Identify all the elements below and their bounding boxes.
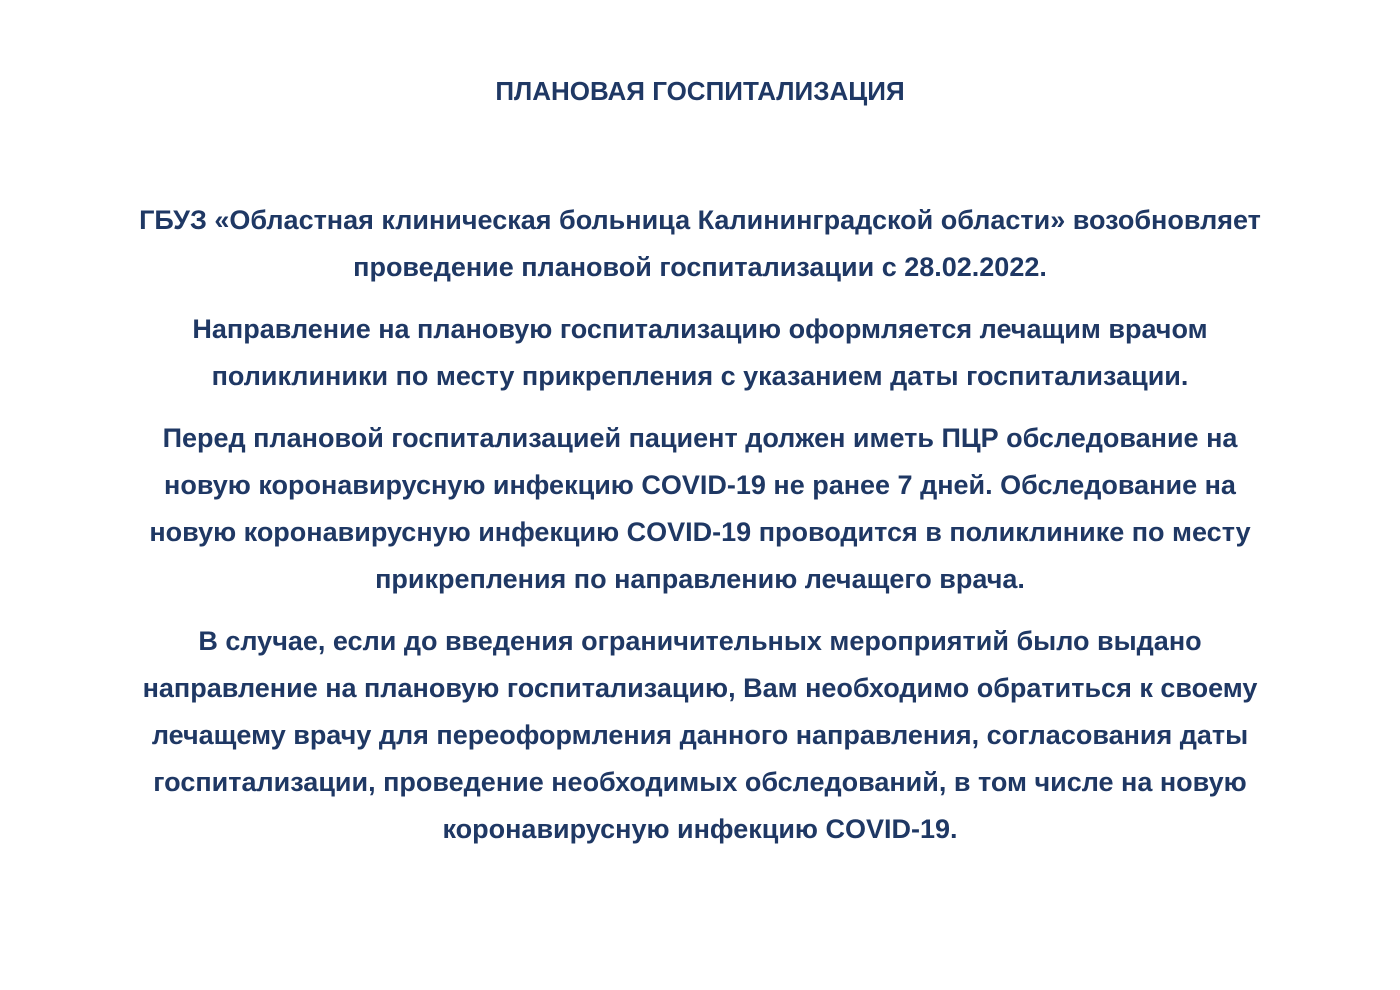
paragraph-resumption: [0, 197, 1400, 291]
text-line: госпитализации, проведение необходимых обследований, в том числе на новую: [153, 767, 1247, 797]
text-line: Направление на плановую госпитализацию оформляется лечащим врачом: [192, 314, 1208, 344]
document-title: ПЛАНОВАЯ ГОСПИТАЛИЗАЦИЯ: [495, 76, 905, 106]
document-body: [0, 197, 1400, 868]
text-line: прикрепления по направлению лечащего врача.: [375, 564, 1025, 594]
text-line: направление на плановую госпитализацию, Вам необходимо обратиться к своему: [142, 673, 1258, 703]
text-line: лечащему врачу для переоформления данного направления, согласования даты: [151, 720, 1249, 750]
paragraph-referral: [0, 306, 1400, 400]
paragraph-reissue: [0, 618, 1400, 853]
text-line: поликлиники по месту прикрепления с указанием даты госпитализации.: [211, 361, 1189, 391]
text-line: новую коронавирусную инфекцию COVID-19 проводится в поликлинике по месту: [149, 517, 1251, 547]
text-line: проведение плановой госпитализации с 28.02.2022.: [353, 252, 1047, 282]
text-line: Перед плановой госпитализацией пациент должен иметь ПЦР обследование на: [162, 423, 1238, 453]
paragraph-pcr-test: [0, 415, 1400, 603]
text-line: В случае, если до введения ограничительных мероприятий было выдано: [198, 626, 1202, 656]
text-line: коронавирусную инфекцию COVID-19.: [442, 814, 958, 844]
text-line: новую коронавирусную инфекцию COVID-19 не ранее 7 дней. Обследование на: [164, 470, 1236, 500]
text-line: ГБУЗ «Областная клиническая больница Калининградской области» возобновляет: [139, 205, 1261, 235]
